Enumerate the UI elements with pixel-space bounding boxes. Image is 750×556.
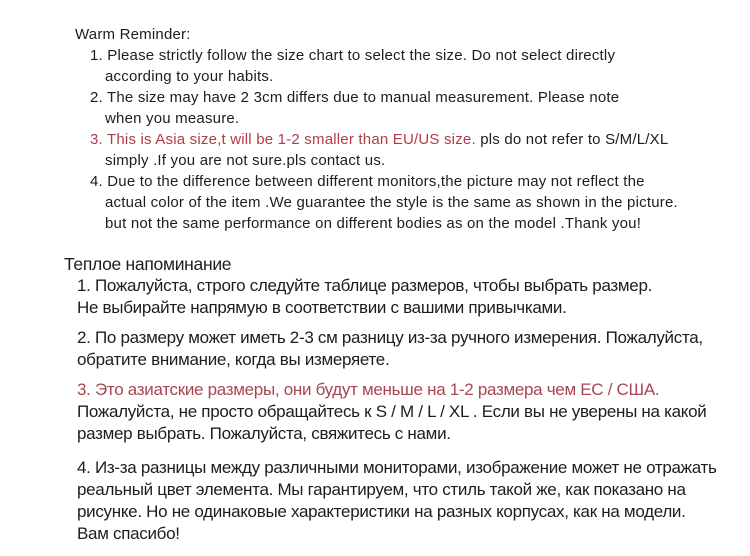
russian-item4-line1: 4. Из-за разницы между различными мониторами, изображение может не отражать [77,458,717,477]
russian-item4-line3: рисунке. Но не одинаковые характеристики на разных корпусах, как на модели. [77,502,686,521]
english-item1-line1: 1. Please strictly follow the size chart to select the size. Do not select directly [90,47,616,64]
russian-item2 [0,327,750,371]
english-item2-line1: 2. The size may have 2 3cm differs due to manual measurement. Please note [90,89,620,106]
english-item3-line1-rest: pls do not refer to S/M/L/XL [475,131,669,148]
russian-item3 [0,379,750,445]
russian-item4-line2: реальный цвет элемента. Мы гарантируем, что стиль такой же, как показано на [77,480,686,499]
russian-item3-line3: размер выбрать. Пожалуйста, свяжитесь с нами. [77,424,451,443]
english-item4-line3: but not the same performance on different bodies as on the model .Thank you! [105,215,642,232]
russian-item1-line1: 1. Пожалуйста, строго следуйте таблице размеров, чтобы выбрать размер. [77,276,653,295]
russian-item2-line2: обратите внимание, когда вы измеряете. [77,350,390,369]
english-item3-line2: simply .If you are not sure.pls contact us. [105,152,386,169]
russian-item4-line4: Вам спасибо! [77,524,180,543]
english-item4-line1: 4. Due to the difference between different monitors,the picture may not reflect the [90,173,645,190]
english-item4-line2: actual color of the item .We guarantee the style is the same as shown in the picture. [105,194,678,211]
russian-item1 [0,275,750,319]
russian-item4 [0,457,750,545]
russian-item1-line2: Не выбирайте напрямую в соответствии с вашими привычками. [77,298,567,317]
asia-size-warning-text-russian: 3. Это азиатские размеры, они будут меньше на 1-2 размера чем ЕС / США. [77,380,660,399]
asia-size-warning-text: 3. This is Asia size,t will be 1-2 smaller than EU/US size. [90,131,476,148]
russian-heading: Теплое напоминание [64,254,232,274]
english-item3-line1 [90,129,750,150]
english-reminder-section [0,0,750,234]
english-item1-line2: according to your habits. [105,68,274,85]
russian-item3-line2: Пожалуйста, не просто обращайтесь к S / M / L / XL . Если вы не уверены на какой [77,402,707,421]
english-heading: Warm Reminder: [75,26,191,43]
russian-item2-line1: 2. По размеру может иметь 2-3 см разницу из-за ручного измерения. Пожалуйста, [77,328,703,347]
english-item2-line2: when you measure. [105,110,240,127]
russian-reminder-section [0,253,750,545]
